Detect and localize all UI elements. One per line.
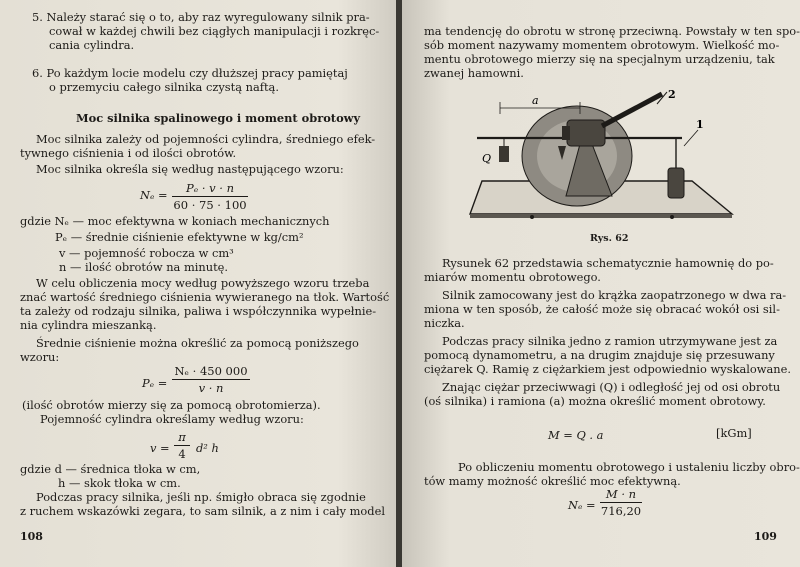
right-para1-line-1: ma tendencję do obrotu w stronę przeciwną. Powstały w ten spo- — [424, 24, 800, 38]
section-title: Moc silnika spalinowego i moment obrotowy — [76, 111, 361, 125]
right-para6-line-2: tów mamy możność określić moc efektywną. — [424, 474, 681, 488]
formula3-fraction — [174, 430, 190, 461]
list-item-5-line-2: cował w każdej chwili bez ciągłych manipulacji i rozkręc- — [49, 24, 380, 38]
engine-cylinder — [562, 126, 570, 140]
power-formula-numerator: M · n — [605, 487, 637, 501]
left-para3-line-1: Średnie ciśnienie można określić za pomocą poniższego — [36, 336, 359, 350]
formula3-denominator: 4 — [178, 447, 186, 461]
foot-left — [530, 215, 534, 219]
propeller-shaft — [602, 94, 662, 126]
left-para4-line-2: Pojemność cylindra określamy według wzoru: — [40, 412, 304, 426]
right-para4-line-2: pomocą dynamometru, a na drugim znajduje się przesuwany — [424, 348, 775, 362]
figure-label-q: Q — [482, 152, 492, 165]
torque-formula: M = Q . a — [548, 428, 604, 442]
list-item-5-line-3: cania cylindra. — [49, 38, 135, 52]
formula1-bar — [172, 196, 248, 197]
right-para5-line-2: (oś silnika) i ramiona (a) można określić moment obrotowy. — [424, 394, 766, 408]
dynamometer — [668, 168, 684, 198]
left-para4-line-1: (ilość obrotów mierzy się za pomocą obrotomierza). — [22, 398, 321, 412]
list-item-6-line-1: 6. Po każdym locie modelu czy dłuższej pracy pamiętaj — [32, 66, 348, 80]
right-para1-line-4: zwanej hamowni. — [424, 66, 524, 80]
base-plate-edge — [470, 214, 732, 218]
formula2-denominator: v · n — [198, 381, 224, 395]
right-para3-line-2: miona w ten sposób, że całość może się obracać wokół osi sil- — [424, 302, 780, 316]
left-para2-line-3: ta zależy od rodzaju silnika, paliwa i współczynnika wypełnie- — [20, 304, 377, 318]
label-1-leader — [684, 130, 698, 146]
list-item-6-line-2: o przemyciu całego silnika czystą naftą. — [49, 80, 279, 94]
left-para5-line-2: z ruchem wskazówki zegara, to sam silnik, a z nim i cały model — [20, 504, 385, 518]
right-para4-line-3: ciężarek Q. Ramię z ciężarkiem jest odpowiednio wyskalowane. — [424, 362, 792, 376]
formula2-fraction — [172, 364, 250, 395]
left-page — [0, 0, 398, 567]
defs1-line-4: n — ilość obrotów na minutę. — [59, 260, 229, 274]
figure-caption: Rys. 62 — [590, 233, 629, 244]
defs1-line-3: v — pojemność robocza w cm³ — [59, 246, 234, 260]
figure-label-a: a — [532, 94, 539, 107]
formula2-numerator: Nₑ · 450 000 — [174, 364, 248, 378]
right-para4-line-1: Podczas pracy silnika jedno z ramion utrzymywane jest za — [442, 334, 778, 348]
formula1-numerator: Pₑ · v · n — [185, 181, 235, 195]
torque-formula-unit: [kGm] — [716, 426, 752, 440]
right-page — [402, 0, 800, 567]
left-para2-line-2: znać wartość średniego ciśnienia wywieranego na tłok. Wartość — [20, 290, 390, 304]
figure-label-1: 1 — [696, 118, 704, 131]
right-para1-line-2: sób moment nazywamy momentem obrotowym. Wielkość mo- — [424, 38, 780, 52]
formula3-rhs: d² h — [196, 441, 219, 455]
engine-body — [567, 120, 605, 146]
formula1-fraction — [172, 181, 248, 212]
right-para6-line-1: Po obliczeniu momentu obrotowego i ustaleniu liczby obro- — [458, 460, 800, 474]
defs1-line-1: gdzie Nₑ — moc efektywna w koniach mechanicznych — [20, 214, 330, 228]
page-number-left: 108 — [20, 530, 43, 543]
left-para2-line-1: W celu obliczenia mocy według powyższego wzoru trzeba — [36, 276, 370, 290]
torque-stand-figure — [462, 86, 752, 226]
left-para1-line-3: Moc silnika określa się według następującego wzoru: — [36, 162, 344, 176]
right-para1-line-3: mentu obrotowego mierzy się na specjalnym urządzeniu, tak — [424, 52, 775, 66]
formula2-lhs: Pₑ = — [142, 376, 168, 390]
left-para2-line-4: nia cylindra mieszanką. — [20, 318, 157, 332]
formula3-bar — [174, 445, 190, 446]
defs1-line-2: Pₑ — średnie ciśnienie efektywne w kg/cm² — [55, 230, 304, 244]
left-para3-line-2: wzoru: — [20, 350, 60, 364]
left-para1-line-2: tywnego ciśnienia i od ilości obrotów. — [20, 146, 237, 160]
power-formula-denominator: 716,20 — [600, 504, 642, 518]
right-para3-line-3: niczka. — [424, 316, 465, 330]
formula2-bar — [172, 379, 250, 380]
figure-label-2: 2 — [668, 88, 676, 101]
defs2-line-1: gdzie d — średnica tłoka w cm, — [20, 462, 201, 476]
left-para5-line-1: Podczas pracy silnika, jeśli np. śmigło obraca się zgodnie — [36, 490, 366, 504]
right-para2-line-1: Rysunek 62 przedstawia schematycznie hamownię do po- — [442, 256, 774, 270]
left-para1-line-1: Moc silnika zależy od pojemności cylindra, średniego efek- — [36, 132, 376, 146]
power-formula-lhs: Nₑ = — [568, 498, 596, 512]
right-para2-line-2: miarów momentu obrotowego. — [424, 270, 601, 284]
formula1-lhs: Nₑ = — [140, 188, 168, 202]
foot-right — [670, 215, 674, 219]
defs2-line-2: h — skok tłoka w cm. — [58, 476, 181, 490]
page-number-right: 109 — [754, 530, 777, 543]
list-item-5-line-1: 5. Należy starać się o to, aby raz wyregulowany silnik pra- — [32, 10, 370, 24]
power-formula-bar — [600, 502, 642, 503]
right-para5-line-1: Znając ciężar przeciwwagi (Q) i odległość jej od osi obrotu — [442, 380, 781, 394]
formula1-denominator: 60 · 75 · 100 — [173, 198, 247, 212]
weight-q — [499, 146, 509, 162]
formula3-lhs: v = — [150, 441, 170, 455]
power-formula-fraction — [600, 487, 642, 518]
formula3-numerator: π — [178, 430, 186, 444]
right-para3-line-1: Silnik zamocowany jest do krążka zaopatrzonego w dwa ra- — [442, 288, 787, 302]
